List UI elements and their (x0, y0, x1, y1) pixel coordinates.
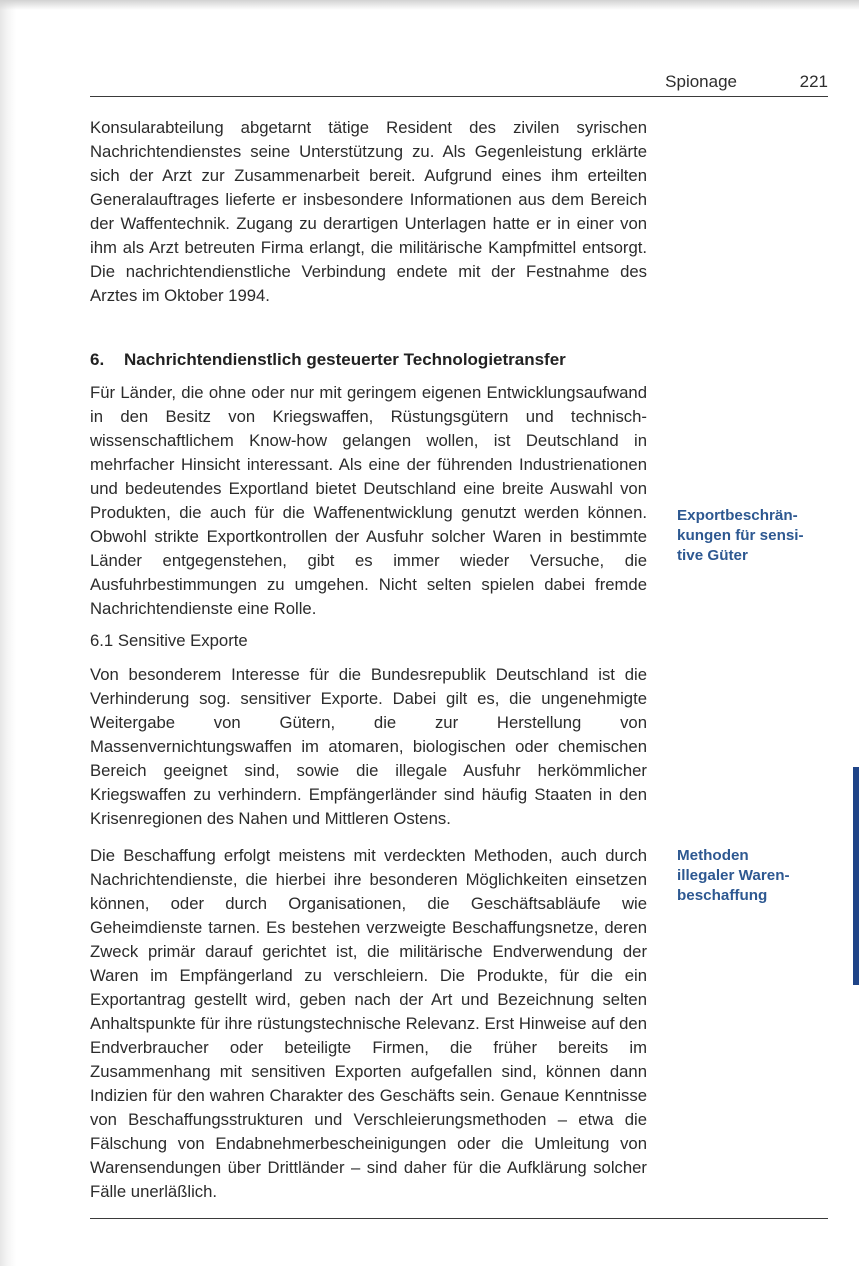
procurement-methods-paragraph: Die Beschaffung erfolgt meistens mit verdeckten Methoden, auch durch Nachrichtendienste, die hierbei ihre besonderen Möglichkeiten einsetzen können, oder durch Organisationen, die Geschäftsabläufe wie Geheimdienste tarnen. Es bestehen verzweigte Beschaffungsnetze, deren Zweck primär darauf gerichtet ist, die militärische Endverwendung der Waren im Empfängerland zu verschleiern. Die Produkte, für die ein Exportantrag gestellt wird, geben nach der Art und Bezeichnung selten Anhaltspunkte für ihre rüstungstechnische Relevanz. Erst Hinweise auf den Endverbraucher oder beteiligte Firmen, die früher bereits im Zusammenhang mit sensitiven Exporten aufgefallen sind, können dann Indizien für den wahren Charakter des Geschäfts sein. Genaue Kenntnisse von Beschaffungsstrukturen und Verschleierungsmethoden – etwa die Fälschung von Endabnehmerbescheinigungen oder die Umleitung von Warensendungen über Drittländer – sind daher für die Aufklärung solcher Fälle unerläßlich. (90, 846, 647, 1201)
margin-note-line: beschaffung (677, 887, 768, 904)
section-heading (90, 348, 647, 372)
margin-note-line: kungen für sensi- (677, 527, 804, 544)
running-head (90, 72, 828, 96)
scan-top-shadow (0, 0, 859, 10)
margin-note-line: illegaler Waren- (677, 867, 790, 884)
margin-note-procurement-methods (677, 846, 822, 906)
running-head-section: Spionage (665, 72, 737, 91)
page-number: 221 (799, 72, 828, 91)
margin-note-export-restrictions (677, 506, 822, 566)
section-title: Nachrichtendienstlich gesteuerter Technologietransfer (124, 350, 566, 369)
margin-note-line: tive Güter (677, 547, 748, 564)
technology-transfer-paragraph: Für Länder, die ohne oder nur mit geringem eigenen Entwicklungsaufwand in den Besitz von Kriegswaffen, Rüstungsgütern und technisch-wissenschaftlichem Know-how gelangen wollen, ist Deutschland in mehrfacher Hinsicht interessant. Als eine der führenden Industrienationen und bedeutendes Exportland bietet Deutschland eine breite Auswahl von Produkten, die auch für die Waffenentwicklung genutzt werden können. Obwohl strikte Exportkontrollen der Ausfuhr solcher Waren in bestimmte Länder entgegenstehen, gibt es immer wieder Versuche, die Ausfuhrbestimmungen zu umgehen. Nicht selten spielen dabei fremde Nachrichtendienste eine Rolle. (90, 383, 647, 618)
subsection-heading: 6.1 Sensitive Exporte (90, 631, 248, 650)
chapter-thumb-tab (853, 767, 859, 985)
margin-note-line: Exportbeschrän- (677, 507, 798, 524)
header-rule (90, 96, 828, 97)
intro-paragraph: Konsularabteilung abgetarnt tätige Resident des zivilen syrischen Nachrichtendienstes seine Unterstützung zu. Als Gegenleistung erklärte sich der Arzt zur Zusammenarbeit bereit. Aufgrund eines ihm erteilten Generalauftrages lieferte er insbesondere Informationen aus dem Bereich der Waffentechnik. Zugang zu derartigen Unterlagen hatte er in einer von ihm als Arzt betreuten Firma erlangt, die militärische Kampfmittel entsorgt. Die nachrichtendienstliche Verbindung endete mit der Festnahme des Arztes im Oktober 1994. (90, 118, 647, 305)
main-text-column (90, 116, 647, 1204)
sensitive-exports-paragraph: Von besonderem Interesse für die Bundesrepublik Deutschland ist die Verhinderung sog. sensitiver Exporte. Dabei gilt es, die ungenehmigte Weitergabe von Gütern, die zur Herstellung von Massenvernichtungswaffen im atomaren, biologischen oder chemischen Bereich geeignet sind, sowie die illegale Ausfuhr herkömmlicher Kriegswaffen zu verhindern. Empfängerländer sind häufig Staaten in den Krisenregionen des Nahen und Mittleren Ostens. (90, 665, 647, 828)
margin-note-line: Methoden (677, 847, 749, 864)
footer-rule (90, 1218, 828, 1219)
section-number: 6. (90, 350, 105, 369)
